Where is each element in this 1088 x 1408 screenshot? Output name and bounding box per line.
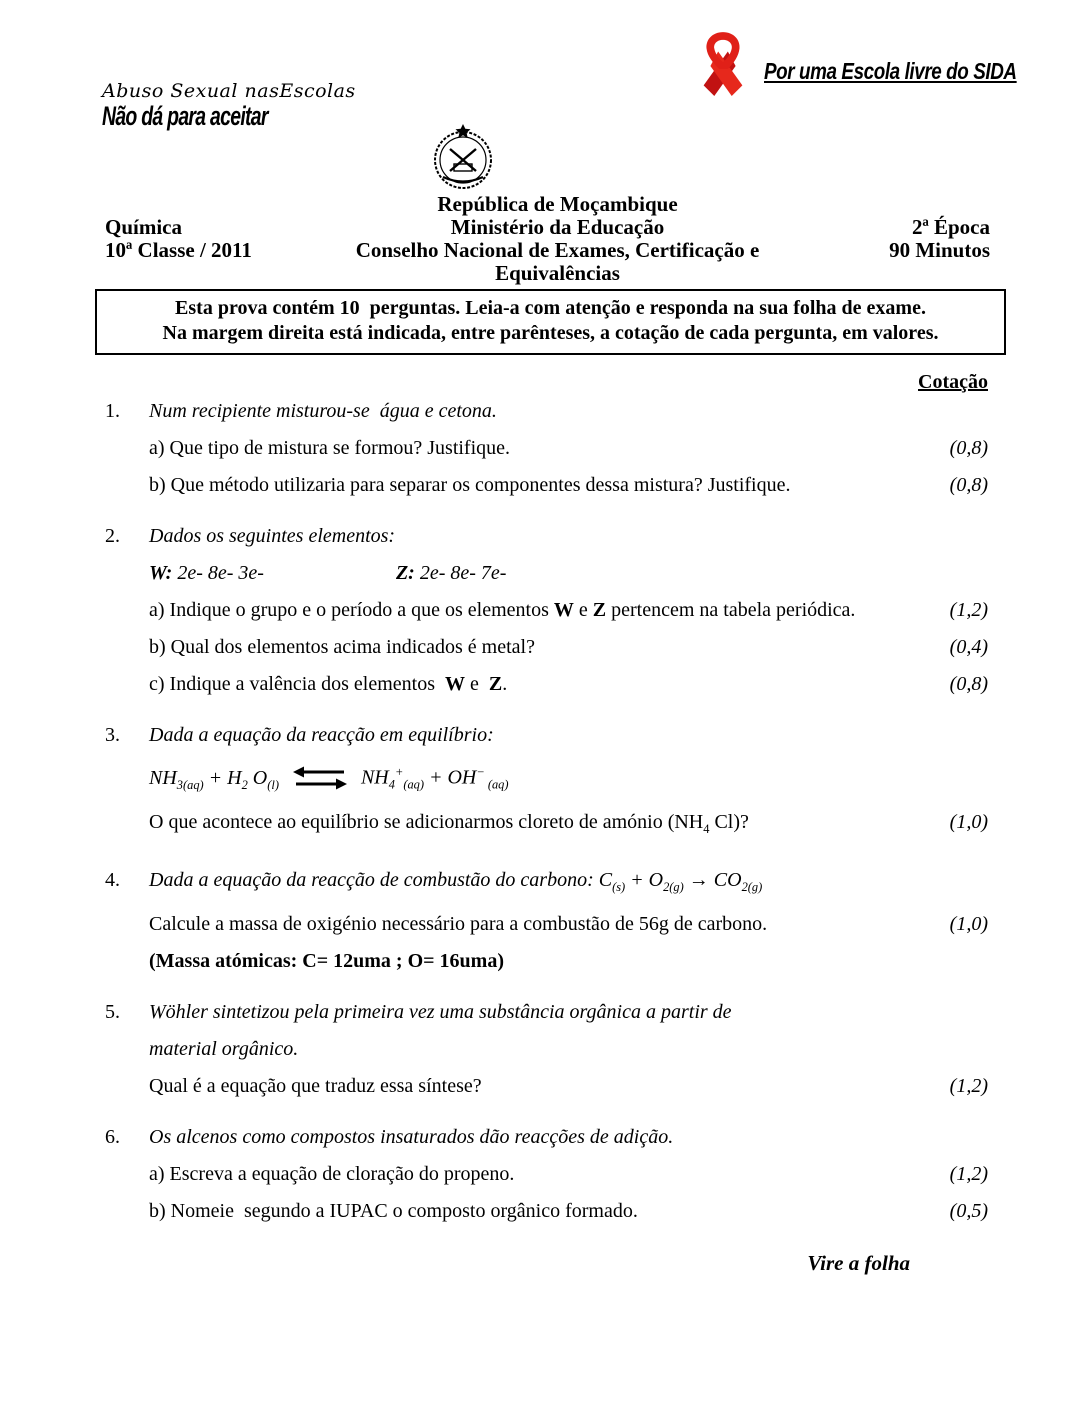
campaign-script-line: Abuso Sexual nasEscolas bbox=[102, 80, 356, 102]
question-5-number: 5. bbox=[105, 1000, 120, 1023]
instructions-line-2: Na margem direita está indicada, entre parênteses, a cotação de cada pergunta, em valores. bbox=[162, 322, 939, 344]
question-1 bbox=[105, 400, 988, 496]
mozambique-emblem-icon bbox=[431, 123, 495, 191]
item-text: Calcule a massa de oxigénio necessário para a combustão de 56g de carbono. bbox=[149, 912, 768, 935]
header-republic: República de Moçambique bbox=[437, 192, 678, 216]
sida-banner bbox=[692, 30, 1072, 100]
item-text: O que acontece ao equilíbrio se adicionarmos cloreto de amónio ($NH_4$ Cl)? bbox=[149, 810, 749, 836]
question-4-stem: Dada a equação da reacção de combustão do carbono: $C_{(s)} + O_{2(g)} \to CO_{2(g)}$ bbox=[149, 868, 763, 894]
question-2-number: 2. bbox=[105, 525, 120, 547]
question-1-stem: Num recipiente misturou-se água e cetona. bbox=[149, 400, 497, 422]
campaign-slogan-line: Não dá para aceitar bbox=[102, 101, 268, 131]
question-5-item bbox=[149, 1075, 988, 1097]
question-6 bbox=[105, 1126, 988, 1222]
question-4-masses-note bbox=[149, 950, 988, 972]
question-1-number: 1. bbox=[105, 400, 120, 422]
question-5-stem-line-2: material orgânico. bbox=[149, 1037, 299, 1060]
question-1-item-b bbox=[149, 474, 988, 496]
equilibrium-arrows-icon bbox=[291, 766, 349, 790]
item-text: b) Que método utilizaria para separar os componentes dessa mistura? Justifique. bbox=[149, 474, 791, 496]
item-text: a) Que tipo de mistura se formou? Justifique. bbox=[149, 437, 511, 459]
turn-page-note: Vire a folha bbox=[807, 1250, 910, 1275]
question-1-item-a bbox=[149, 437, 988, 459]
item-text: b) Nomeie segundo a IUPAC o composto orgânico formado. bbox=[149, 1199, 638, 1222]
sida-slogan: Por uma Escola livre do SIDA bbox=[764, 58, 1017, 84]
question-2-stem: Dados os seguintes elementos: bbox=[149, 525, 396, 547]
aids-ribbon-icon bbox=[692, 30, 754, 100]
header-class-year: 10ª Classe / 2011 bbox=[105, 238, 252, 262]
item-score: (0,8) bbox=[949, 437, 988, 459]
item-score: (0,5) bbox=[949, 1199, 988, 1222]
questions-area bbox=[105, 371, 988, 1276]
exam-header bbox=[105, 193, 990, 285]
header-epoch: 2ª Época bbox=[911, 215, 990, 239]
question-3-equation bbox=[149, 761, 988, 796]
question-5-stem-line-1: Wöhler sintetizou pela primeira vez uma substância orgânica a partir de bbox=[149, 1000, 732, 1023]
item-text: c) Indique a valência dos elementos W e Z. bbox=[149, 673, 508, 695]
item-text: a) Escreva a equação de cloração do propeno. bbox=[149, 1162, 515, 1185]
question-2 bbox=[105, 525, 988, 695]
campaign-block bbox=[102, 80, 356, 131]
question-3 bbox=[105, 724, 988, 840]
item-text: Qual é a equação que traduz essa síntese? bbox=[149, 1074, 482, 1097]
equation-left-side: $NH_{3(aq)} + H_2$ $O_{(l)}$ bbox=[149, 766, 279, 792]
element-w: W: 2e- 8e- 3e- bbox=[149, 562, 264, 584]
question-6-item-a bbox=[149, 1163, 988, 1185]
item-score: (1,2) bbox=[949, 1074, 988, 1097]
item-score: (1,0) bbox=[949, 912, 988, 935]
element-z: Z: 2e- 8e- 7e- bbox=[395, 562, 507, 584]
question-2-item-a bbox=[149, 599, 988, 621]
header-subject: Química bbox=[105, 215, 182, 239]
item-score: (1,2) bbox=[949, 599, 988, 621]
question-6-number: 6. bbox=[105, 1125, 120, 1148]
question-2-item-b bbox=[149, 636, 988, 658]
header-council: Conselho Nacional de Exames, Certificação e Equivalências bbox=[355, 238, 760, 285]
item-score: (1,0) bbox=[949, 810, 988, 833]
masses-note-text: (Massa atómicas: C= 12uma ; O= 16uma) bbox=[149, 949, 504, 972]
item-score: (0,8) bbox=[949, 673, 988, 695]
question-6-stem: Os alcenos como compostos insaturados dão reacções de adição. bbox=[149, 1125, 674, 1148]
equation-right-side: $NH_4^+_{(aq)} + OH^-$ $_{(aq)}$ bbox=[360, 765, 509, 792]
item-text: b) Qual dos elementos acima indicados é metal? bbox=[149, 636, 535, 658]
question-3-stem: Dada a equação da reacção em equilíbrio: bbox=[149, 724, 494, 746]
cotacao-header: Cotação bbox=[918, 371, 988, 393]
question-6-item-b bbox=[149, 1200, 988, 1222]
item-score: (0,4) bbox=[949, 636, 988, 658]
header-ministry: Ministério da Educação bbox=[450, 215, 665, 239]
question-2-item-c bbox=[149, 673, 988, 695]
question-5 bbox=[105, 1001, 988, 1097]
question-2-elements bbox=[149, 562, 988, 584]
question-3-number: 3. bbox=[105, 724, 120, 746]
header-duration: 90 Minutos bbox=[889, 238, 990, 262]
item-score: (1,2) bbox=[949, 1162, 988, 1185]
instructions-line-1: Esta prova contém 10 perguntas. Leia-a com atenção e responda na sua folha de exame. bbox=[175, 297, 926, 319]
question-4 bbox=[105, 869, 988, 972]
question-3-item bbox=[149, 811, 988, 840]
instructions-box bbox=[95, 289, 1006, 355]
item-score: (0,8) bbox=[949, 474, 988, 496]
item-text: a) Indique o grupo e o período a que os elementos W e Z pertencem na tabela periódica. bbox=[149, 599, 856, 621]
question-4-number: 4. bbox=[105, 868, 120, 891]
question-4-item bbox=[149, 913, 988, 935]
